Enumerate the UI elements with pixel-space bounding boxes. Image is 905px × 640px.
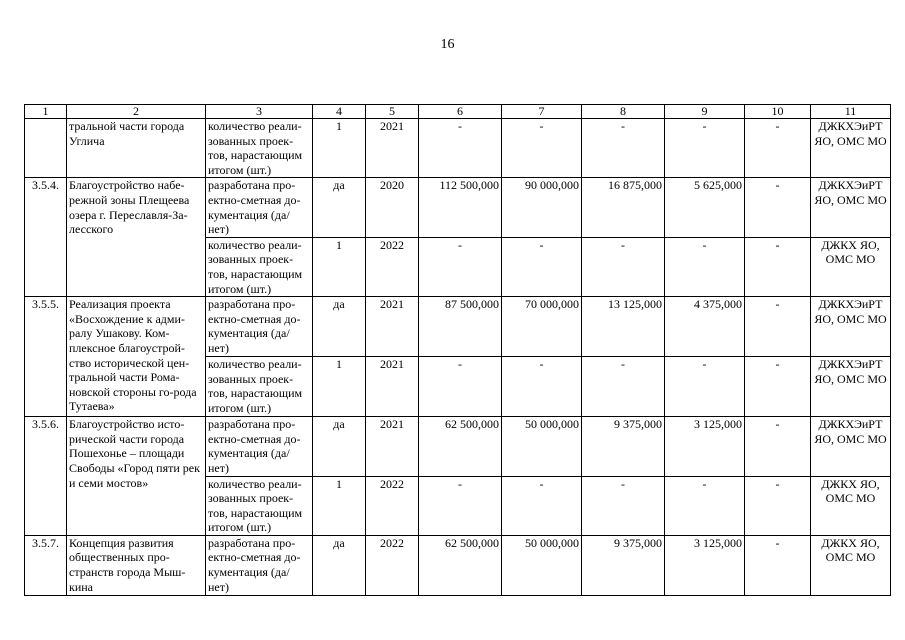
amount-cell: - xyxy=(502,476,582,535)
amount-cell: - xyxy=(419,357,502,417)
table-row xyxy=(25,297,891,357)
table-row xyxy=(25,535,891,595)
amount-cell: 3 125,000 xyxy=(665,417,745,476)
column-header: 7 xyxy=(502,105,582,119)
amount-cell: 13 125,000 xyxy=(582,297,665,357)
year-cell: 2021 xyxy=(366,357,419,417)
amount-cell: - xyxy=(665,357,745,417)
year-cell: 2022 xyxy=(366,237,419,296)
row-code: 3.5.6. xyxy=(25,417,67,536)
year-cell: 2021 xyxy=(366,119,419,178)
column-header: 1 xyxy=(25,105,67,119)
column-header: 8 xyxy=(582,105,665,119)
amount-cell: - xyxy=(502,119,582,178)
program-table xyxy=(24,104,891,596)
indicator-value-cell: да xyxy=(313,178,366,237)
amount-cell: - xyxy=(745,119,811,178)
indicator-cell: разработана про-ектно-сметная до-кументация (да/нет) xyxy=(206,535,313,595)
measure-name: Благоустройство набе-режной зоны Плещеева озера г. Переславля-За-лесского xyxy=(67,178,206,297)
amount-cell: 50 000,000 xyxy=(502,535,582,595)
column-header: 11 xyxy=(811,105,891,119)
amount-cell: - xyxy=(745,178,811,237)
responsible-cell: ДЖКХЭиРТ ЯО, ОМС МО xyxy=(811,417,891,476)
amount-cell: - xyxy=(665,119,745,178)
column-header: 4 xyxy=(313,105,366,119)
amount-cell: - xyxy=(665,237,745,296)
row-code: 3.5.7. xyxy=(25,535,67,595)
amount-cell: 9 375,000 xyxy=(582,535,665,595)
table-row xyxy=(25,417,891,476)
indicator-value-cell: 1 xyxy=(313,476,366,535)
indicator-cell: разработана про-ектно-сметная до-кументация (да/нет) xyxy=(206,297,313,357)
table-row xyxy=(25,119,891,178)
amount-cell: - xyxy=(419,119,502,178)
column-header: 10 xyxy=(745,105,811,119)
amount-cell: - xyxy=(582,237,665,296)
row-code: 3.5.5. xyxy=(25,297,67,417)
page-number: 16 xyxy=(440,37,455,52)
indicator-value-cell: да xyxy=(313,417,366,476)
year-cell: 2022 xyxy=(366,535,419,595)
amount-cell: 62 500,000 xyxy=(419,417,502,476)
amount-cell: - xyxy=(745,476,811,535)
measure-name: Реализация проекта «Восхождение к адми-ралу Ушакову. Ком-плексное благоустрой-ство исторической цен-тральной части Рома-новской стороны го-рода Тутаева» xyxy=(67,297,206,417)
column-header: 9 xyxy=(665,105,745,119)
amount-cell: 90 000,000 xyxy=(502,178,582,237)
amount-cell: - xyxy=(582,119,665,178)
responsible-cell: ДЖКХ ЯО, ОМС МО xyxy=(811,535,891,595)
year-cell: 2020 xyxy=(366,178,419,237)
amount-cell: - xyxy=(745,535,811,595)
amount-cell: - xyxy=(502,237,582,296)
amount-cell: 62 500,000 xyxy=(419,535,502,595)
amount-cell: 3 125,000 xyxy=(665,535,745,595)
year-cell: 2021 xyxy=(366,417,419,476)
table-row xyxy=(25,178,891,237)
indicator-value-cell: 1 xyxy=(313,119,366,178)
year-cell: 2022 xyxy=(366,476,419,535)
indicator-cell: количество реали-зованных проек-тов, нарастающим итогом (шт.) xyxy=(206,357,313,417)
year-cell: 2021 xyxy=(366,297,419,357)
indicator-cell: количество реали-зованных проек-тов, нарастающим итогом (шт.) xyxy=(206,119,313,178)
responsible-cell: ДЖКХ ЯО, ОМС МО xyxy=(811,476,891,535)
responsible-cell: ДЖКХЭиРТ ЯО, ОМС МО xyxy=(811,297,891,357)
indicator-cell: количество реали-зованных проек-тов, нарастающим итогом (шт.) xyxy=(206,476,313,535)
amount-cell: - xyxy=(745,297,811,357)
column-header: 3 xyxy=(206,105,313,119)
measure-name: тральной части города Углича xyxy=(67,119,206,178)
amount-cell: - xyxy=(665,476,745,535)
responsible-cell: ДЖКХ ЯО, ОМС МО xyxy=(811,237,891,296)
amount-cell: 112 500,000 xyxy=(419,178,502,237)
column-header: 6 xyxy=(419,105,502,119)
amount-cell: - xyxy=(745,357,811,417)
measure-name: Благоустройство исто-рической части города Пошехонье – площади Свободы «Город пяти рек и семи мостов» xyxy=(67,417,206,536)
amount-cell: 9 375,000 xyxy=(582,417,665,476)
amount-cell: - xyxy=(419,237,502,296)
indicator-value-cell: 1 xyxy=(313,237,366,296)
amount-cell: - xyxy=(582,476,665,535)
amount-cell: 16 875,000 xyxy=(582,178,665,237)
amount-cell: - xyxy=(745,417,811,476)
indicator-value-cell: да xyxy=(313,297,366,357)
indicator-value-cell: 1 xyxy=(313,357,366,417)
amount-cell: - xyxy=(502,357,582,417)
amount-cell: 70 000,000 xyxy=(502,297,582,357)
indicator-cell: разработана про-ектно-сметная до-кументация (да/нет) xyxy=(206,178,313,237)
measure-name: Концепция развития общественных про-странств города Мыш-кина xyxy=(67,535,206,595)
responsible-cell: ДЖКХЭиРТ ЯО, ОМС МО xyxy=(811,119,891,178)
header-row xyxy=(25,105,891,119)
indicator-cell: количество реали-зованных проек-тов, нарастающим итогом (шт.) xyxy=(206,237,313,296)
responsible-cell: ДЖКХЭиРТ ЯО, ОМС МО xyxy=(811,178,891,237)
column-header: 2 xyxy=(67,105,206,119)
indicator-value-cell: да xyxy=(313,535,366,595)
row-code: 3.5.4. xyxy=(25,178,67,297)
amount-cell: - xyxy=(745,237,811,296)
amount-cell: 87 500,000 xyxy=(419,297,502,357)
amount-cell: 50 000,000 xyxy=(502,417,582,476)
indicator-cell: разработана про-ектно-сметная до-кументация (да/нет) xyxy=(206,417,313,476)
amount-cell: - xyxy=(582,357,665,417)
amount-cell: - xyxy=(419,476,502,535)
responsible-cell: ДЖКХЭиРТ ЯО, ОМС МО xyxy=(811,357,891,417)
column-header: 5 xyxy=(366,105,419,119)
amount-cell: 5 625,000 xyxy=(665,178,745,237)
row-code xyxy=(25,119,67,178)
amount-cell: 4 375,000 xyxy=(665,297,745,357)
